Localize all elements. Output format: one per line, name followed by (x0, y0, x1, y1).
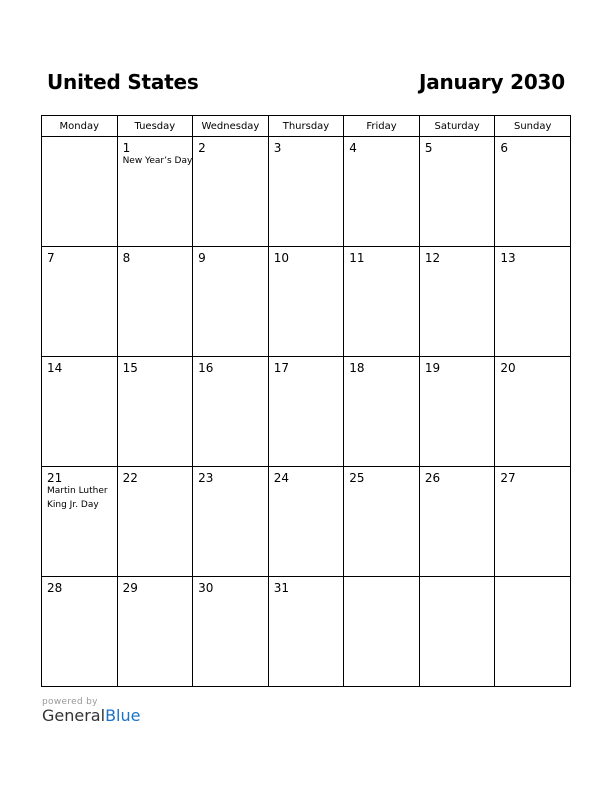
day-number: 29 (122, 581, 138, 595)
holiday-label: Martin Luther King Jr. Day (47, 486, 108, 510)
week-row (42, 357, 571, 467)
weekday-saturday: Saturday (419, 116, 495, 137)
day-number: 2 (198, 141, 206, 155)
day-number: 27 (500, 471, 516, 485)
brand-blue: Blue (105, 706, 141, 725)
day-cell (117, 467, 193, 577)
day-number: 12 (424, 251, 441, 265)
weekday-tuesday: Tuesday (117, 116, 193, 137)
day-cell (495, 137, 571, 247)
day-number: 16 (198, 361, 214, 375)
day-number: 21 (47, 471, 63, 485)
day-number: 20 (500, 361, 516, 375)
footer-branding (42, 697, 140, 725)
day-cell (193, 467, 269, 577)
day-number: 1 (122, 141, 131, 155)
day-number: 19 (424, 361, 441, 375)
day-number: 13 (500, 251, 516, 265)
day-cell (419, 467, 495, 577)
day-cell (419, 577, 495, 687)
week-row (42, 137, 571, 247)
weekday-sunday: Sunday (495, 116, 571, 137)
day-cell (419, 247, 495, 357)
day-cell (495, 467, 571, 577)
day-number: 6 (500, 141, 509, 155)
day-number: 23 (198, 471, 214, 485)
day-cell (344, 357, 420, 467)
day-cell (42, 467, 118, 577)
day-number: 4 (349, 141, 357, 155)
day-cell (42, 357, 118, 467)
day-cell (419, 357, 495, 467)
day-number: 25 (349, 471, 365, 485)
weekday-thursday: Thursday (268, 116, 344, 137)
month-title: January 2030 (418, 70, 565, 94)
day-cell (344, 577, 420, 687)
day-cell (117, 577, 193, 687)
holiday-label: New Year’s Day (122, 156, 193, 166)
day-cell (495, 577, 571, 687)
day-cell (117, 247, 193, 357)
day-number: 9 (198, 251, 206, 265)
day-number: 3 (273, 141, 282, 155)
day-cell (42, 137, 118, 247)
day-number: 14 (47, 361, 63, 375)
day-cell (344, 247, 420, 357)
day-number: 28 (47, 581, 63, 595)
day-cell (193, 247, 269, 357)
day-number: 22 (122, 471, 138, 485)
weekday-wednesday: Wednesday (193, 116, 269, 137)
day-cell (495, 247, 571, 357)
day-cell (268, 247, 344, 357)
day-cell (268, 577, 344, 687)
day-cell (495, 357, 571, 467)
day-cell (344, 467, 420, 577)
week-row (42, 577, 571, 687)
week-row (42, 467, 571, 577)
day-cell (344, 137, 420, 247)
calendar-grid (41, 115, 571, 687)
day-number: 18 (349, 361, 365, 375)
day-cell (268, 357, 344, 467)
day-cell (117, 357, 193, 467)
powered-by-text: powered by (42, 697, 98, 707)
day-number: 24 (273, 471, 289, 485)
day-cell (193, 357, 269, 467)
week-row (42, 247, 571, 357)
day-number: 17 (273, 361, 289, 375)
day-cell (117, 137, 193, 247)
day-number: 31 (273, 581, 289, 595)
weekday-friday: Friday (344, 116, 420, 137)
day-cell (42, 247, 118, 357)
brand-logo[interactable] (42, 706, 140, 725)
day-number: 11 (349, 251, 365, 265)
day-number: 7 (47, 251, 55, 265)
day-cell (193, 137, 269, 247)
day-number: 15 (122, 361, 138, 375)
weekday-header-row (42, 116, 571, 137)
day-cell (268, 137, 344, 247)
brand-general: General (42, 706, 106, 725)
day-number: 8 (122, 251, 131, 265)
day-number: 26 (424, 471, 441, 485)
weekday-monday: Monday (42, 116, 118, 137)
day-cell (419, 137, 495, 247)
country-title: United States (47, 70, 199, 94)
day-cell (268, 467, 344, 577)
day-cell (193, 577, 269, 687)
day-cell (42, 577, 118, 687)
day-number: 5 (424, 141, 433, 155)
day-number: 10 (273, 251, 289, 265)
day-number: 30 (198, 581, 214, 595)
